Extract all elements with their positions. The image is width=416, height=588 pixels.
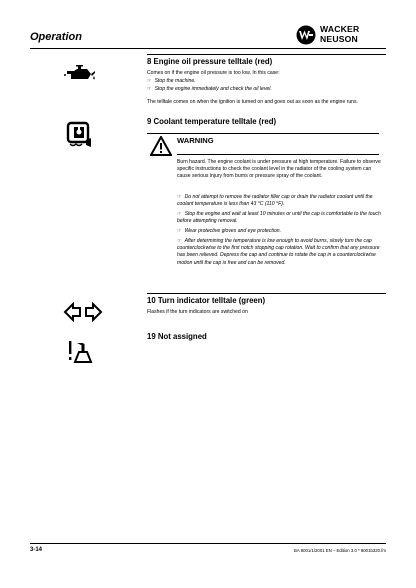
section-heading-oil-pressure: 8 Engine oil pressure telltale (red) (147, 57, 273, 66)
page-number: 3-14 (30, 547, 43, 553)
page-title: Operation (30, 31, 82, 43)
turn-indicator-text: Flashes if the turn indicators are switched on (147, 309, 248, 315)
logo-text (320, 25, 359, 44)
step-text: Wear protective gloves and eye protection. (184, 228, 282, 234)
oil-pressure-intro: Comes on if the engine oil pressure is too low. In this case: (147, 70, 280, 76)
step-text: Do not attempt to remove the radiator filler cap or drain the radiator coolant until the coolant temperature is less than 43 °C (110 °F). (177, 194, 373, 208)
not-assigned-icon (66, 340, 94, 364)
document-reference: BA 8001/1/2001 EN – Edition 3.0 * 8001b320.fm (294, 548, 386, 553)
turn-indicator-icon (63, 302, 103, 322)
arrow-step-icon: ☞ (177, 194, 182, 200)
logo-line-1: WACKER (320, 24, 360, 34)
arrow-step-icon: ☞ (177, 238, 182, 244)
section-rule (147, 54, 386, 55)
coolant-temperature-icon (66, 121, 93, 149)
warning-box (147, 133, 379, 157)
logo-mark-icon (296, 25, 316, 45)
coolant-step-4 (177, 238, 381, 267)
warning-rule-bottom (177, 154, 379, 155)
logo-line-2: NEUSON (320, 33, 358, 44)
footer-rule (30, 543, 386, 544)
section-heading-not-assigned: 19 Not assigned (147, 332, 207, 341)
arrow-step-icon: ☞ (177, 211, 182, 217)
step-text: Stop the engine immediately and check the oil level. (154, 86, 272, 92)
arrow-step-icon: ☞ (177, 228, 182, 234)
warning-triangle-icon (150, 136, 172, 156)
header-rule (30, 48, 386, 49)
step-text: Stop the machine. (154, 78, 196, 84)
warning-title: WARNING (177, 136, 214, 145)
step-text: Stop the engine and wait at least 10 minutes or until the cap is comfortable to the touch before attempting removal. (177, 211, 381, 225)
coolant-step-1 (177, 194, 381, 208)
oil-pressure-note: The telltale comes on when the ignition is turned on and goes out as soon as the engine runs. (147, 99, 358, 105)
oil-pressure-icon (63, 62, 97, 84)
arrow-step-icon: ☞ (147, 78, 152, 84)
oil-pressure-step-1 (147, 78, 379, 85)
oil-pressure-step-2 (147, 86, 379, 93)
wacker-neuson-logo (296, 24, 386, 46)
step-text: After determining the temperature is low enough to avoid burns, slowly turn the cap counterclockwise to the first notch stopping cap rotation. Wait to confirm that any pressure has been relieved. Depress the cap and continue to rotate the cap in a counterclockwise motion until the cap is free and can be removed. (177, 238, 380, 266)
warning-text: Burn hazard. The engine coolant is under pressure at high temperature. Failure to observe specific instructions to check the coolant level in the radiator of the cooling system can cause serious injury from burns or pressure spray of the coolant. (177, 159, 381, 180)
section-rule (147, 293, 386, 294)
section-heading-coolant: 9 Coolant temperature telltale (red) (147, 117, 277, 126)
section-heading-turn-indicator: 10 Turn indicator telltale (green) (147, 296, 266, 305)
warning-rule-top (147, 133, 379, 134)
coolant-step-3 (177, 228, 381, 235)
arrow-step-icon: ☞ (147, 86, 152, 92)
coolant-step-2 (177, 211, 381, 225)
